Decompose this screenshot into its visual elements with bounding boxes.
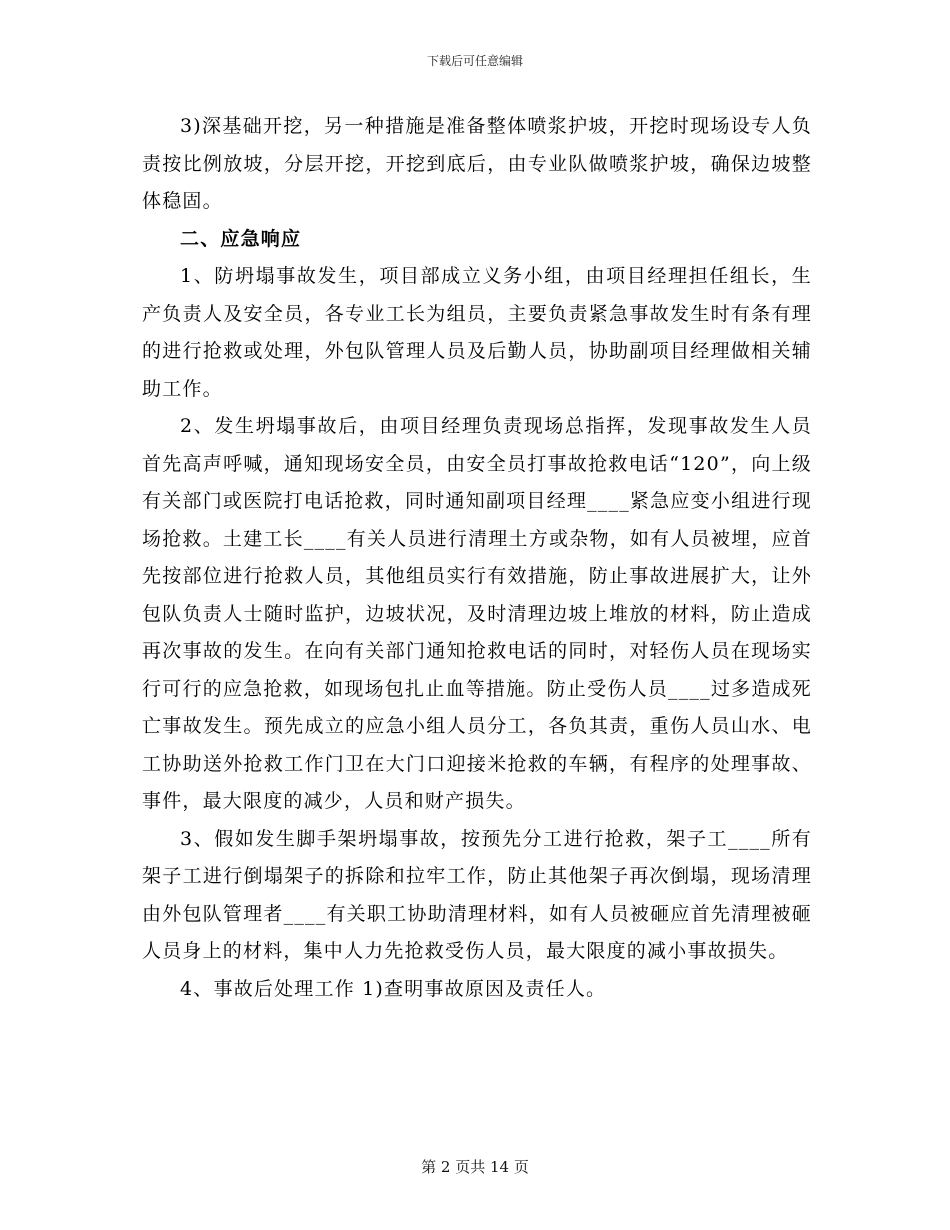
paragraph-deep-foundation: 3)深基础开挖，另一种措施是准备整体喷浆护坡，开挖时现场设专人负责按比例放坡，分层开挖，开挖到底后，由专业队做喷浆护坡，确保边坡整体稳固。 bbox=[142, 115, 812, 212]
document-body bbox=[142, 108, 812, 1008]
page-header: 下载后可任意编辑 bbox=[426, 54, 523, 68]
section-heading-emergency-response: 二、应急响应 bbox=[180, 227, 302, 250]
paragraph-item-3: 3、假如发生脚手架坍塌事故，按预先分工进行抢救，架子工____所有架子工进行倒塌架子的拆除和拉牢工作，防止其他架子再次倒塌，现场清理由外包队管理者____有关职工协助清理材料，如有人员被砸应首先清理被砸人员身上的材料，集中人力先抢救受伤人员，最大限度的减小事故损失。 bbox=[142, 827, 812, 962]
page-footer: 第 2 页共 14 页 bbox=[421, 1158, 529, 1176]
paragraph-item-2: 2、发生坍塌事故后，由项目经理负责现场总指挥，发现事故发生人员首先高声呼喊，通知现场安全员，由安全员打事故抢救电话“120”，向上级有关部门或医院打电话抢救，同时通知副项目经理____紧急应变小组进行现场抢救。土建工长____有关人员进行清理土方或杂物，如有人员被埋，应首先按部位进行抢救人员，其他组员实行有效措施，防止事故进展扩大，让外包队负责人士随时监护，边坡状况，及时清理边坡上堆放的材料，防止造成再次事故的发生。在向有关部门通知抢救电话的同时，对轻伤人员在现场实行可行的应急抢救，如现场包扎止血等措施。防止受伤人员____过多造成死亡事故发生。预先成立的应急小组人员分工，各负其责，重伤人员山水、电工协助送外抢救工作门卫在大门口迎接米抢救的车辆，有程序的处理事故、事件，最大限度的减少，人员和财产损失。 bbox=[142, 415, 812, 812]
paragraph-item-1: 1、防坍塌事故发生，项目部成立义务小组，由项目经理担任组长，生产负责人及安全员，各专业工长为组员，主要负责紧急事故发生时有条有理的进行抢救或处理，外包队管理人员及后勤人员，协助副项目经理做相关辅助工作。 bbox=[142, 265, 812, 400]
paragraph-item-4: 4、事故后处理工作 1)查明事故原因及责任人。 bbox=[180, 977, 607, 1000]
